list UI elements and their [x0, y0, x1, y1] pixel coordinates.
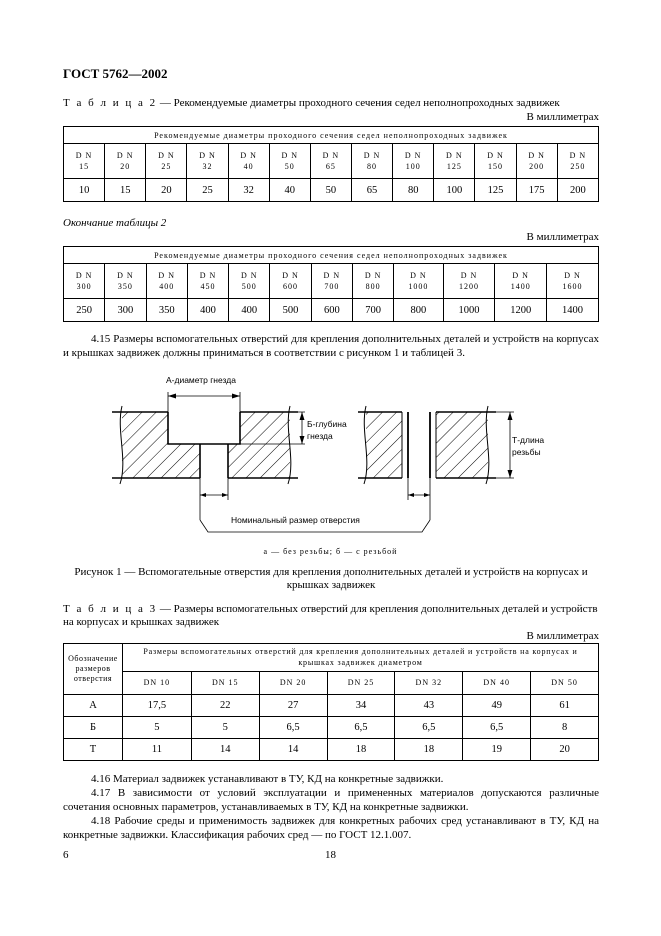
table2-value-cell: 500 — [270, 299, 311, 322]
table2-units: В миллиметрах — [526, 111, 599, 123]
table3-value-cell: 5 — [123, 717, 192, 739]
table2-dn-cell: D N 1000 — [394, 264, 443, 299]
table3-value-cell: 6,5 — [395, 717, 463, 739]
table3-value-cell: 6,5 — [327, 717, 395, 739]
table2-dn-cell: D N 300 — [64, 264, 105, 299]
document-header: ГОСТ 5762—2002 — [63, 66, 168, 81]
table2-value-cell: 100 — [434, 179, 475, 202]
table3-dn-cell: DN 25 — [327, 671, 395, 694]
table3-value-cell: 34 — [327, 695, 395, 717]
table3-dn-cell: DN 40 — [463, 671, 531, 694]
figure-caption: Рисунок 1 — Вспомогательные отверстия для крепления дополнительных деталей и устройств на корпусах и крышках задвижек — [74, 566, 588, 591]
table2-group-header-2: Рекомендуемые диаметры проходного сечения седел неполнопроходных задвижек — [64, 247, 599, 264]
table2-dn-cell: D N 150 — [475, 144, 516, 179]
table2-part2 — [63, 246, 599, 322]
table2-value-cell: 350 — [146, 299, 187, 322]
paragraph-4-15: 4.15 Размеры вспомогательных отверстий для крепления дополнительных деталей и устройств на корпусах и крышках задвижек должны приниматься в соответствии с рисунком 1 и таблицей 3. — [63, 333, 599, 359]
table2-part1 — [63, 126, 599, 202]
table2-value-cell: 1400 — [547, 299, 599, 322]
table2-value-cell: 10 — [64, 179, 105, 202]
table3-row — [64, 717, 599, 739]
table3-group-header: Размеры вспомогательных отверстий для крепления дополнительных деталей и устройств на корпусах и крышках задвижек диаметром — [123, 644, 599, 672]
table2-value-cell: 1200 — [495, 299, 547, 322]
table3-dn-cell: DN 50 — [531, 671, 599, 694]
table2-dn-cell: D N 350 — [105, 264, 146, 299]
paragraph-4-16: 4.16 Материал задвижек устанавливают в ТУ, КД на конкретные задвижки. — [91, 773, 444, 785]
table2-value-cell: 600 — [311, 299, 352, 322]
page-number-center: 18 — [325, 849, 336, 861]
table3-value-cell: 5 — [191, 717, 259, 739]
label-t-thread-length: Т-длина резьбы — [512, 435, 545, 457]
table3-units: В миллиметрах — [526, 630, 599, 642]
table3-title: Т а б л и ц а 3 — Размеры вспомогательных отверстий для крепления дополнительных деталей и устройств на корпусах и крышках задвижек — [63, 603, 598, 628]
table3-value-cell: 19 — [463, 739, 531, 761]
table2-value-cell: 175 — [516, 179, 557, 202]
table3-value-cell: 6,5 — [463, 717, 531, 739]
table3-value-cell: 43 — [395, 695, 463, 717]
table3-value-cell: 61 — [531, 695, 599, 717]
table2-value-cell: 700 — [352, 299, 393, 322]
table2-dn-cell: D N 15 — [64, 144, 105, 179]
page-number-left: 6 — [63, 849, 69, 861]
table3-value-cell: 27 — [259, 695, 327, 717]
table2-dn-cell: D N 40 — [228, 144, 269, 179]
table3-value-cell: 20 — [531, 739, 599, 761]
table3-dn-cell: DN 15 — [191, 671, 259, 694]
table2-dn-cell: D N 1600 — [547, 264, 599, 299]
table3-value-cell: 8 — [531, 717, 599, 739]
table2-title: Т а б л и ц а 2 — Рекомендуемые диаметры проходного сечения седел неполнопроходных задвижек — [63, 97, 560, 109]
table2-dn-cell: D N 20 — [105, 144, 146, 179]
table2-value-cell: 15 — [105, 179, 146, 202]
table2-value-cell: 50 — [310, 179, 351, 202]
table3-dn-cell: DN 20 — [259, 671, 327, 694]
label-nominal-hole-size: Номинальный размер отверстия — [231, 515, 360, 525]
table2-dn-cell: D N 125 — [434, 144, 475, 179]
table2-continuation: Окончание таблицы 2 — [63, 217, 167, 229]
table3-dn-cell: DN 32 — [395, 671, 463, 694]
table2-value-cell: 125 — [475, 179, 516, 202]
paragraph-4-18: 4.18 Рабочие среды и применимость задвижек для конкретных рабочих сред устанавливают в ТУ, КД на конкретные задвижки. Классификация рабочих сред — по ГОСТ 12.1.007. — [63, 815, 599, 841]
figure-1-drawing — [0, 370, 661, 560]
table2-dn-cell: D N 500 — [229, 264, 270, 299]
table2-value-cell: 32 — [228, 179, 269, 202]
hole-with-thread — [358, 406, 514, 520]
table2-value-cell: 20 — [146, 179, 187, 202]
table2-dn-cell: D N 50 — [269, 144, 310, 179]
table2-dn-cell: D N 1200 — [443, 264, 495, 299]
table2-dn-cell: D N 600 — [270, 264, 311, 299]
table2-dn-cell: D N 32 — [187, 144, 228, 179]
label-a-socket-diameter: А-диаметр гнезда — [166, 375, 236, 385]
table2-value-row — [64, 179, 599, 202]
figure-subcaption: а — без резьбы; б — с резьбой — [263, 547, 398, 556]
table3-row-label: А — [64, 695, 123, 717]
hole-without-thread — [112, 392, 305, 520]
table3-dn-row — [64, 671, 599, 694]
label-b-socket-depth: Б-глубина гнезда — [307, 419, 347, 441]
table2-dn-cell: D N 400 — [146, 264, 187, 299]
table2-dn-cell: D N 1400 — [495, 264, 547, 299]
table2-value-cell: 1000 — [443, 299, 495, 322]
table2-dn-cell: D N 450 — [187, 264, 228, 299]
table3-row — [64, 739, 599, 761]
table2-group-header: Рекомендуемые диаметры проходного сечения седел неполнопроходных задвижек — [64, 127, 599, 144]
table3-value-cell: 14 — [191, 739, 259, 761]
table3-value-cell: 14 — [259, 739, 327, 761]
paragraph-4-17: 4.17 В зависимости от условий эксплуатации и примененных материалов допускаются различные сочетания основных параметров, устанавливаемых в ТУ, КД на конкретные задвижки. — [63, 787, 599, 813]
table2-dn-cell: D N 800 — [352, 264, 393, 299]
table3-value-cell: 49 — [463, 695, 531, 717]
table3-row-label: Т — [64, 739, 123, 761]
table2-value-row-2 — [64, 299, 599, 322]
table2-value-cell: 400 — [229, 299, 270, 322]
table2-value-cell: 25 — [187, 179, 228, 202]
table2-value-cell: 250 — [64, 299, 105, 322]
table2-dn-row — [64, 144, 599, 179]
table3-row — [64, 695, 599, 717]
table2-dn-cell: D N 25 — [146, 144, 187, 179]
table2-value-cell: 80 — [393, 179, 434, 202]
table2-dn-cell: D N 200 — [516, 144, 557, 179]
table3 — [63, 643, 599, 761]
table2-value-cell: 40 — [269, 179, 310, 202]
table3-value-cell: 6,5 — [259, 717, 327, 739]
table3-value-cell: 11 — [123, 739, 192, 761]
table2-dn-row-2 — [64, 264, 599, 299]
table2-value-cell: 200 — [557, 179, 598, 202]
table2-dn-cell: D N 80 — [351, 144, 392, 179]
table2-units-2: В миллиметрах — [526, 231, 599, 243]
table3-dn-cell: DN 10 — [123, 671, 192, 694]
table3-value-cell: 22 — [191, 695, 259, 717]
table2-dn-cell: D N 250 — [557, 144, 598, 179]
table3-corner-header: Обозначение размеров отверстия — [64, 644, 123, 695]
table2-value-cell: 800 — [394, 299, 443, 322]
table3-value-cell: 17,5 — [123, 695, 192, 717]
table2-dn-cell: D N 700 — [311, 264, 352, 299]
table2-value-cell: 65 — [351, 179, 392, 202]
table2-value-cell: 400 — [187, 299, 228, 322]
table3-value-cell: 18 — [395, 739, 463, 761]
table3-value-cell: 18 — [327, 739, 395, 761]
table3-row-label: Б — [64, 717, 123, 739]
table2-dn-cell: D N 65 — [310, 144, 351, 179]
table2-value-cell: 300 — [105, 299, 146, 322]
table2-dn-cell: D N 100 — [393, 144, 434, 179]
